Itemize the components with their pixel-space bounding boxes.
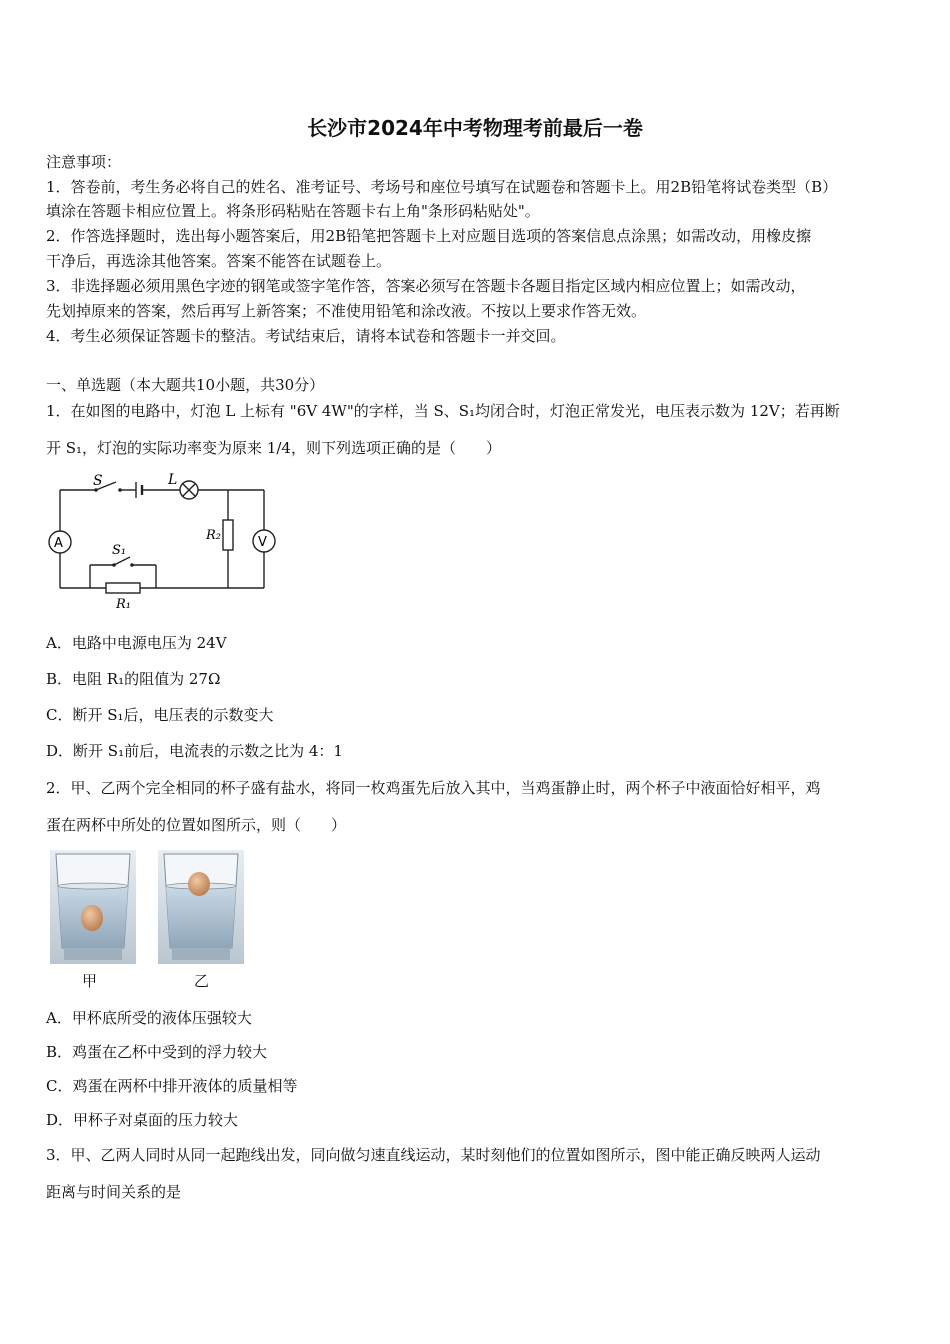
q1-option-b: B．电阻 R₁的阻值为 27Ω	[46, 670, 221, 688]
section-heading: 一、单选题（本大题共10小题，共30分）	[46, 376, 325, 394]
q2-option-d: D．甲杯子对桌面的压力较大	[46, 1111, 239, 1129]
notice-line: 2．作答选择题时，选出每小题答案后，用2B铅笔把答题卡上对应题目选项的答案信息点涂黑；如需改动，用橡皮擦	[46, 227, 812, 245]
label-r2: R₂	[206, 528, 221, 543]
q1-option-d: D．断开 S₁前后，电流表的示数之比为 4：1	[46, 742, 343, 760]
q2-option-b: B．鸡蛋在乙杯中受到的浮力较大	[46, 1043, 268, 1061]
q1-option-a: A．电路中电源电压为 24V	[46, 634, 227, 652]
notice-heading: 注意事项：	[46, 153, 122, 171]
caption-yi: 乙	[194, 972, 210, 990]
label-r1: R₁	[116, 597, 131, 612]
switch-s1-contact	[112, 563, 116, 567]
notice-line: 3．非选择题必须用黑色字迹的钢笔或签字笔作答，答案必须写在答题卡各题目指定区域内相应位置上；如需改动，	[46, 277, 806, 295]
label-s: S	[93, 473, 103, 489]
voltmeter-label: V	[258, 535, 267, 550]
caption-jia: 甲	[82, 972, 98, 990]
q2-option-c: C．鸡蛋在两杯中排开液体的质量相等	[46, 1077, 298, 1095]
egg-in-cup-yi	[188, 872, 210, 896]
circuit-diagram	[44, 470, 284, 615]
notice-line: 填涂在答题卡相应位置上。将条形码粘贴在答题卡右上角"条形码粘贴处"。	[46, 202, 540, 220]
q2-stem-line: 蛋在两杯中所处的位置如图所示，则（ ）	[46, 816, 347, 834]
egg-cups-figure	[48, 850, 248, 966]
cup-yi	[158, 850, 244, 964]
q1-stem-line: 1．在如图的电路中，灯泡 L 上标有 "6V 4W"的字样，当 S、S₁均闭合时，灯泡正常发光，电压表示数为 12V；若再断	[46, 402, 840, 420]
notice-line: 干净后，再选涂其他答案。答案不能答在试题卷上。	[46, 252, 392, 270]
ammeter-label: A	[54, 536, 63, 551]
label-l: L	[168, 472, 178, 488]
q3-stem-line: 距离与时间关系的是	[46, 1183, 182, 1201]
q1-option-c: C．断开 S₁后，电压表的示数变大	[46, 706, 274, 724]
q2-option-a: A．甲杯底所受的液体压强较大	[46, 1009, 252, 1027]
notice-line: 1．答卷前，考生务必将自己的姓名、准考证号、考场号和座位号填写在试题卷和答题卡上。用2B铅笔将试卷类型（B）	[46, 178, 838, 196]
notice-line: 先划掉原来的答案，然后再写上新答案；不准使用铅笔和涂改液。不按以上要求作答无效。	[46, 302, 647, 320]
egg-in-cup-jia	[81, 905, 103, 931]
switch-s-contact	[118, 488, 122, 492]
q1-stem-line: 开 S₁，灯泡的实际功率变为原来 1/4，则下列选项正确的是（ ）	[46, 439, 501, 457]
label-s1: S₁	[112, 543, 127, 558]
switch-s1-contact	[130, 563, 134, 567]
q2-stem-line: 2．甲、乙两个完全相同的杯子盛有盐水，将同一枚鸡蛋先后放入其中，当鸡蛋静止时，两个杯子中液面恰好相平，鸡	[46, 779, 821, 797]
q3-stem-line: 3．甲、乙两人同时从同一起跑线出发，同向做匀速直线运动，某时刻他们的位置如图所示，图中能正确反映两人运动	[46, 1146, 821, 1164]
page-title: 长沙市2024年中考物理考前最后一卷	[307, 116, 643, 140]
cup-jia	[50, 850, 136, 964]
notice-line: 4．考生必须保证答题卡的整洁。考试结束后，请将本试卷和答题卡一并交回。	[46, 327, 566, 345]
